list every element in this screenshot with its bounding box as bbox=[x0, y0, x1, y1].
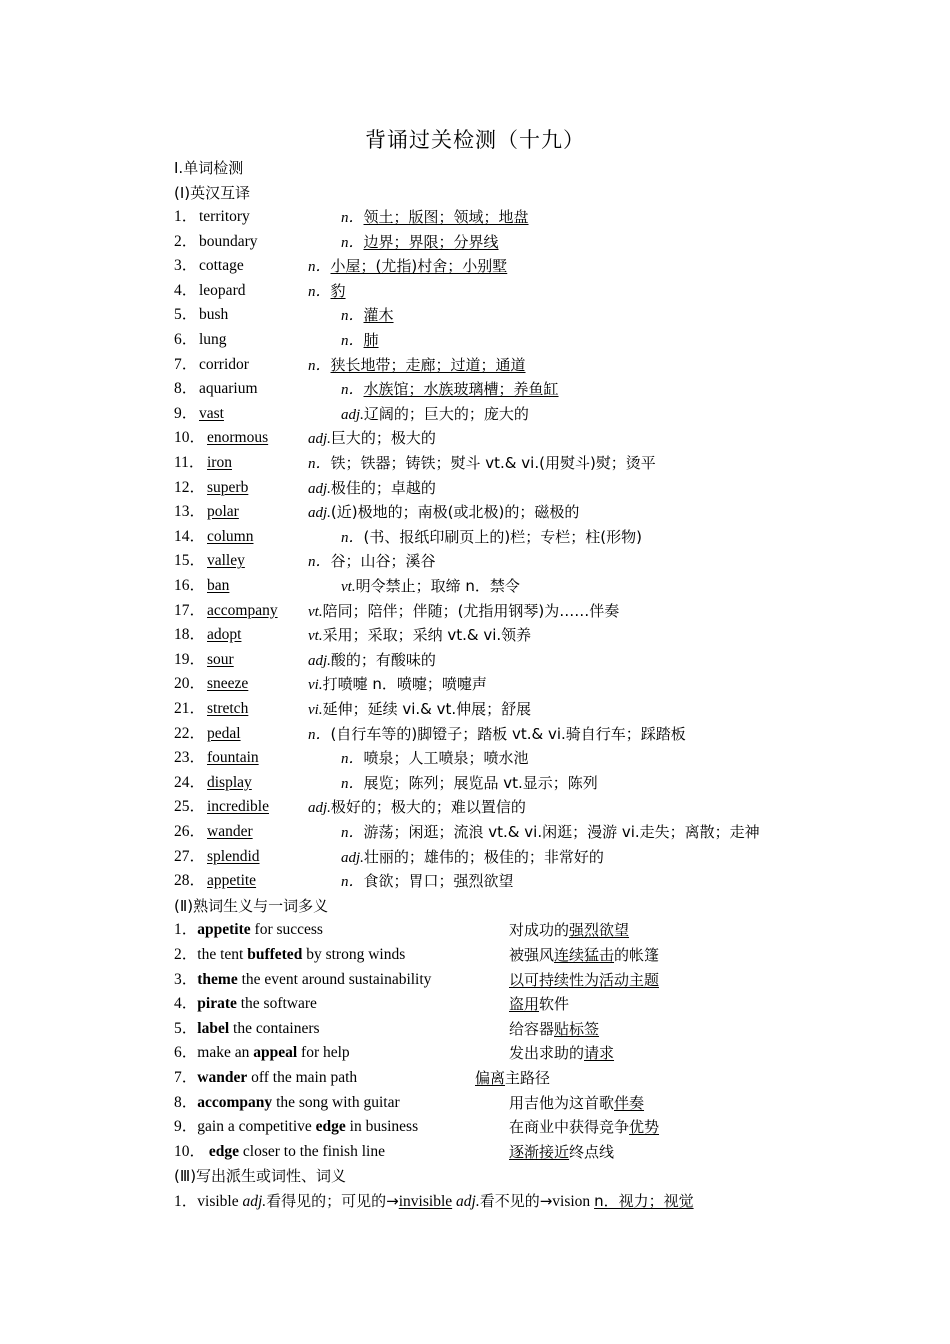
vocab-word: bush bbox=[199, 306, 229, 324]
vocab-number: 17． bbox=[174, 601, 206, 619]
vocab-row bbox=[0, 353, 950, 377]
phrase-post: closer to the finish line bbox=[239, 1142, 385, 1160]
vocab-definition bbox=[308, 353, 526, 378]
vocab-row bbox=[0, 426, 950, 450]
vocab-pos: n． bbox=[341, 382, 364, 399]
phrase-chinese-text: 软件 bbox=[539, 995, 570, 1014]
phrase-post: for success bbox=[250, 921, 323, 939]
phrase-english bbox=[174, 1041, 350, 1065]
vocab-definition bbox=[341, 771, 598, 796]
derivation-def-1: 看得见的；可见的→ bbox=[266, 1192, 399, 1210]
phrase-post: in business bbox=[345, 1118, 419, 1136]
vocab-definition bbox=[308, 722, 686, 747]
phrase-post: by strong winds bbox=[302, 946, 406, 963]
phrase-pre: gain a competitive bbox=[197, 1118, 316, 1136]
vocab-pos: n． bbox=[308, 259, 331, 276]
phrase-number: 6． bbox=[174, 1044, 198, 1062]
derivation-word-1: visible bbox=[197, 1193, 243, 1210]
vocab-meaning: 食欲；胃口；强烈欲望 bbox=[363, 872, 514, 891]
phrase-chinese bbox=[509, 918, 629, 942]
phrase-row bbox=[0, 1140, 950, 1164]
vocab-meaning: 肺 bbox=[363, 331, 379, 349]
derivation-pos-2: adj. bbox=[452, 1193, 480, 1210]
vocab-meaning: 壮丽的；雄伟的；极佳的；非常好的 bbox=[363, 847, 604, 866]
vocab-meaning: 喷泉；人工喷泉；喷水池 bbox=[363, 749, 529, 768]
vocab-definition bbox=[341, 303, 394, 328]
vocab-number: 13． bbox=[174, 503, 206, 521]
vocab-pos: n． bbox=[341, 333, 364, 349]
phrase-chinese-text: 在商业中获得竞争 bbox=[509, 1118, 630, 1137]
phrase-keyword: wander bbox=[197, 1069, 248, 1086]
vocab-meaning: 边界；界限；分界线 bbox=[363, 232, 499, 251]
vocab-meaning: 铁；铁器；铸铁；熨斗 vt.& vi.(用熨斗)熨；烫平 bbox=[330, 454, 656, 472]
derivation-number: 1． bbox=[174, 1193, 198, 1210]
vocab-word: ban bbox=[207, 577, 230, 594]
phrase-english bbox=[174, 992, 317, 1016]
phrase-chinese bbox=[509, 1041, 614, 1065]
vocab-definition bbox=[341, 845, 604, 870]
vocab-number: 1． bbox=[174, 208, 198, 225]
phrase-answer: 以可持续性为活动主题 bbox=[509, 970, 660, 989]
phrase-keyword: appetite bbox=[197, 921, 251, 939]
phrase-post: off the main path bbox=[247, 1069, 358, 1086]
phrase-chinese-text: 主路径 bbox=[505, 1069, 551, 1087]
vocab-row bbox=[0, 230, 950, 254]
phrase-row bbox=[0, 1017, 950, 1041]
vocab-meaning: 极好的；极大的；难以置信的 bbox=[330, 798, 526, 817]
vocab-row bbox=[0, 746, 950, 770]
phrase-answer: 偏离 bbox=[475, 1069, 506, 1087]
phrase-row bbox=[0, 1115, 950, 1139]
vocab-word: iron bbox=[207, 454, 232, 471]
vocab-meaning: 辽阔的；巨大的；庞大的 bbox=[363, 404, 529, 423]
vocab-definition bbox=[341, 402, 529, 427]
phrase-row bbox=[0, 943, 950, 967]
derivation-line bbox=[174, 1189, 694, 1213]
phrase-answer: 强烈欲望 bbox=[569, 921, 630, 940]
vocab-meaning: 领土；版图；领域；地盘 bbox=[363, 208, 529, 226]
vocab-meaning: 明令禁止；取缔 n．禁令 bbox=[355, 577, 520, 595]
vocab-row bbox=[0, 648, 950, 672]
vocab-number: 16． bbox=[174, 577, 206, 594]
vocab-number: 27． bbox=[174, 847, 206, 865]
vocab-pos: n． bbox=[308, 283, 331, 300]
phrase-english bbox=[174, 1115, 418, 1139]
vocab-meaning: 采用；采取；采纳 vt.& vi.领养 bbox=[322, 626, 532, 645]
phrase-post: the song with guitar bbox=[272, 1093, 400, 1111]
vocab-meaning: 小屋；(尤指)村舍；小别墅 bbox=[330, 257, 508, 276]
vocab-meaning: 展览；陈列；展览品 vt.显示；陈列 bbox=[363, 773, 598, 792]
phrase-row bbox=[0, 1066, 950, 1090]
vocab-number: 4． bbox=[174, 281, 198, 299]
vocab-row bbox=[0, 525, 950, 549]
vocab-word: sneeze bbox=[207, 675, 249, 693]
vocab-definition bbox=[341, 869, 514, 894]
phrase-chinese bbox=[509, 992, 569, 1016]
vocab-number: 2． bbox=[174, 232, 198, 250]
vocab-word: boundary bbox=[199, 232, 258, 250]
phrase-keyword: edge bbox=[315, 1118, 346, 1136]
vocab-definition bbox=[308, 697, 531, 722]
vocab-meaning: 狭长地带；走廊；过道；通道 bbox=[330, 355, 526, 374]
vocab-number: 21． bbox=[174, 700, 206, 717]
vocab-pos: vt. bbox=[308, 603, 323, 620]
vocab-definition bbox=[308, 279, 346, 304]
phrase-english bbox=[174, 1017, 320, 1041]
phrase-chinese-text: 对成功的 bbox=[509, 921, 570, 940]
vocab-pos: n． bbox=[341, 234, 364, 251]
phrase-number: 8． bbox=[174, 1093, 198, 1111]
vocab-definition bbox=[341, 574, 520, 599]
vocab-row bbox=[0, 697, 950, 721]
phrase-row bbox=[0, 968, 950, 992]
phrase-answer: 优势 bbox=[629, 1118, 660, 1137]
vocab-pos: vi. bbox=[308, 677, 323, 694]
vocab-pos: n． bbox=[308, 456, 331, 472]
phrase-chinese bbox=[509, 968, 659, 992]
vocab-word: stretch bbox=[207, 700, 249, 717]
vocab-word: incredible bbox=[207, 798, 269, 816]
vocab-number: 15． bbox=[174, 552, 206, 570]
vocab-definition bbox=[308, 451, 656, 476]
vocab-row bbox=[0, 500, 950, 524]
section-heading: I.单词检测 bbox=[174, 159, 244, 177]
vocab-meaning: 豹 bbox=[330, 281, 346, 300]
vocab-row bbox=[0, 205, 950, 229]
vocab-number: 8． bbox=[174, 380, 198, 398]
vocab-pos: n． bbox=[341, 825, 364, 841]
vocab-word: display bbox=[207, 773, 252, 791]
vocab-pos: n． bbox=[308, 357, 331, 374]
phrase-chinese bbox=[475, 1066, 550, 1090]
phrase-number: 10． bbox=[174, 1142, 206, 1160]
vocab-word: adopt bbox=[207, 626, 242, 644]
part-heading-1: (I)英汉互译 bbox=[174, 184, 251, 202]
vocab-word: enormous bbox=[207, 429, 269, 447]
vocab-word: cottage bbox=[199, 257, 244, 275]
vocab-meaning: (近)极地的；南极(或北极)的；磁极的 bbox=[330, 503, 580, 522]
vocab-meaning: (自行车等的)脚镫子；踏板 vt.& vi.骑自行车；踩踏板 bbox=[330, 724, 686, 743]
vocab-pos: n． bbox=[341, 308, 364, 325]
vocab-row bbox=[0, 771, 950, 795]
vocab-definition bbox=[341, 377, 559, 402]
vocab-pos: adj. bbox=[308, 431, 331, 448]
page-title: 背诵过关检测（十九） bbox=[365, 128, 585, 152]
vocab-word: appetite bbox=[207, 872, 257, 890]
phrase-number: 5． bbox=[174, 1019, 198, 1037]
vocab-row bbox=[0, 623, 950, 647]
vocab-definition bbox=[308, 795, 526, 820]
phrase-answer: 伴奏 bbox=[614, 1093, 645, 1112]
phrase-english bbox=[174, 1091, 400, 1115]
phrase-keyword: buffeted bbox=[247, 946, 303, 963]
vocab-meaning: 灌木 bbox=[363, 306, 394, 325]
vocab-word: leopard bbox=[199, 281, 246, 299]
vocab-definition bbox=[341, 525, 642, 550]
vocab-number: 3． bbox=[174, 257, 198, 275]
phrase-english bbox=[174, 1140, 385, 1164]
vocab-definition bbox=[308, 672, 487, 697]
phrase-number: 7． bbox=[174, 1069, 198, 1086]
vocab-number: 10． bbox=[174, 429, 206, 447]
derivation-def-2: 看不见的→ bbox=[479, 1192, 553, 1210]
vocab-number: 9． bbox=[174, 404, 198, 422]
vocab-row bbox=[0, 402, 950, 426]
phrase-post: the containers bbox=[229, 1019, 320, 1037]
vocab-definition bbox=[308, 426, 436, 451]
vocab-word: fountain bbox=[207, 749, 259, 767]
phrase-chinese-text: 用吉他为这首歌 bbox=[509, 1093, 615, 1112]
vocab-row bbox=[0, 303, 950, 327]
vocab-number: 6． bbox=[174, 331, 198, 348]
phrase-row bbox=[0, 918, 950, 942]
vocab-row bbox=[0, 869, 950, 893]
vocab-pos: n． bbox=[308, 554, 331, 571]
phrase-chinese bbox=[509, 943, 659, 967]
vocab-definition bbox=[308, 623, 531, 648]
vocab-definition bbox=[341, 328, 379, 353]
vocab-number: 19． bbox=[174, 650, 206, 668]
vocab-pos: adj. bbox=[308, 800, 331, 817]
vocab-row bbox=[0, 451, 950, 475]
vocab-meaning: 极佳的；卓越的 bbox=[330, 478, 436, 497]
vocab-definition bbox=[341, 230, 499, 255]
phrase-answer: 盗用 bbox=[509, 995, 540, 1014]
phrase-keyword: label bbox=[197, 1019, 230, 1037]
vocab-pos: n． bbox=[341, 751, 364, 768]
vocab-pos: vt. bbox=[341, 579, 356, 595]
phrase-answer: 逐渐接近 bbox=[509, 1142, 570, 1161]
vocab-definition bbox=[308, 500, 579, 525]
phrase-chinese bbox=[509, 1017, 599, 1041]
vocab-word: corridor bbox=[199, 355, 249, 373]
vocab-number: 22． bbox=[174, 724, 206, 742]
phrase-answer: 请求 bbox=[584, 1044, 615, 1063]
vocab-pos: n． bbox=[341, 775, 364, 792]
vocab-definition bbox=[308, 599, 619, 624]
vocab-definition bbox=[308, 476, 436, 501]
phrase-number: 3． bbox=[174, 970, 198, 988]
vocab-number: 5． bbox=[174, 306, 198, 324]
phrase-keyword: appeal bbox=[253, 1044, 298, 1062]
phrase-number: 1． bbox=[174, 921, 198, 939]
phrase-chinese bbox=[509, 1140, 614, 1164]
phrase-english bbox=[174, 943, 405, 967]
vocab-word: valley bbox=[207, 552, 245, 570]
phrase-number: 4． bbox=[174, 995, 198, 1013]
phrase-chinese-text: 被强风 bbox=[509, 946, 555, 964]
vocab-row bbox=[0, 722, 950, 746]
phrase-english bbox=[174, 918, 323, 942]
phrase-keyword: edge bbox=[208, 1142, 240, 1160]
vocab-number: 20． bbox=[174, 675, 206, 693]
phrase-post: for help bbox=[297, 1044, 350, 1062]
phrase-row bbox=[0, 1091, 950, 1115]
phrase-keyword: pirate bbox=[197, 995, 237, 1013]
vocab-word: lung bbox=[199, 331, 227, 348]
vocab-definition bbox=[341, 746, 529, 771]
vocab-number: 25． bbox=[174, 798, 206, 816]
phrase-chinese-text: 终点线 bbox=[569, 1142, 615, 1161]
phrase-post: the software bbox=[236, 995, 317, 1013]
vocab-row bbox=[0, 672, 950, 696]
vocab-row bbox=[0, 845, 950, 869]
phrase-pre: make an bbox=[197, 1044, 254, 1062]
phrase-number: 9． bbox=[174, 1118, 198, 1136]
phrase-row bbox=[0, 992, 950, 1016]
vocab-word: aquarium bbox=[199, 380, 258, 398]
phrase-answer: 贴标签 bbox=[554, 1019, 600, 1038]
vocab-meaning: 延伸；延续 vi.& vt.伸展；舒展 bbox=[322, 700, 532, 718]
vocab-word: territory bbox=[199, 208, 250, 225]
vocab-row bbox=[0, 599, 950, 623]
vocab-pos: vt. bbox=[308, 628, 323, 645]
phrase-number: 2． bbox=[174, 946, 198, 963]
vocab-row bbox=[0, 328, 950, 352]
vocab-word: polar bbox=[207, 503, 239, 521]
vocab-number: 11． bbox=[174, 454, 205, 471]
vocab-word: superb bbox=[207, 478, 249, 496]
vocab-pos: adj. bbox=[308, 480, 331, 497]
vocab-row bbox=[0, 549, 950, 573]
derivation-answer-3: n．视力；视觉 bbox=[594, 1192, 694, 1210]
vocab-definition bbox=[308, 549, 436, 574]
vocab-number: 28． bbox=[174, 872, 206, 890]
phrase-english bbox=[174, 1066, 357, 1090]
phrase-chinese bbox=[509, 1091, 644, 1115]
vocab-row bbox=[0, 820, 950, 844]
vocab-number: 23． bbox=[174, 749, 206, 767]
vocab-pos: vi. bbox=[308, 702, 323, 718]
vocab-pos: adj. bbox=[308, 505, 331, 522]
vocab-definition bbox=[341, 205, 529, 230]
vocab-word: splendid bbox=[207, 847, 260, 865]
vocab-row bbox=[0, 795, 950, 819]
vocab-number: 26． bbox=[174, 823, 206, 840]
vocab-word: accompany bbox=[207, 601, 278, 619]
vocab-meaning: 游荡；闲逛；流浪 vt.& vi.闲逛；漫游 vi.走失；离散；走神 bbox=[363, 823, 760, 841]
phrase-chinese-text: 的帐篷 bbox=[614, 946, 660, 964]
vocab-meaning: 打喷嚏 n．喷嚏；喷嚏声 bbox=[322, 675, 487, 694]
phrase-answer: 连续猛击 bbox=[554, 946, 615, 964]
phrase-row bbox=[0, 1041, 950, 1065]
vocab-row bbox=[0, 254, 950, 278]
vocab-number: 24． bbox=[174, 773, 206, 791]
phrase-keyword: accompany bbox=[197, 1093, 273, 1111]
vocab-meaning: (书、报纸印刷页上的)栏；专栏；柱(形物) bbox=[363, 527, 642, 546]
vocab-definition bbox=[308, 648, 436, 673]
vocab-row bbox=[0, 574, 950, 598]
vocab-number: 18． bbox=[174, 626, 206, 644]
vocab-pos: adj. bbox=[341, 406, 364, 423]
phrase-english bbox=[174, 968, 431, 992]
vocab-pos: n． bbox=[308, 726, 331, 743]
derivation-pos-1: adj. bbox=[242, 1193, 267, 1210]
phrase-post: the event around sustainability bbox=[237, 970, 432, 988]
vocab-meaning: 水族馆；水族玻璃槽；养鱼缸 bbox=[363, 380, 559, 399]
phrase-chinese bbox=[509, 1115, 659, 1139]
phrase-chinese-text: 发出求助的 bbox=[509, 1044, 585, 1063]
vocab-meaning: 谷；山谷；溪谷 bbox=[330, 552, 436, 571]
vocab-meaning: 巨大的；极大的 bbox=[330, 429, 436, 448]
vocab-word: wander bbox=[207, 823, 253, 840]
vocab-row bbox=[0, 476, 950, 500]
derivation-word-2: invisible bbox=[398, 1193, 453, 1210]
vocab-row bbox=[0, 279, 950, 303]
vocab-row bbox=[0, 377, 950, 401]
vocab-number: 12． bbox=[174, 478, 206, 496]
vocab-definition bbox=[308, 254, 507, 279]
vocab-pos: adj. bbox=[341, 849, 364, 866]
vocab-definition bbox=[341, 820, 760, 845]
vocab-pos: adj. bbox=[308, 652, 331, 669]
part-heading-2: (Ⅱ)熟词生义与一词多义 bbox=[174, 896, 329, 915]
vocab-word: column bbox=[207, 527, 254, 545]
vocab-number: 7． bbox=[174, 355, 198, 373]
vocab-word: vast bbox=[199, 404, 224, 422]
vocab-meaning: 酸的；有酸味的 bbox=[330, 650, 436, 669]
vocab-pos: n． bbox=[341, 529, 364, 546]
vocab-pos: n． bbox=[341, 874, 364, 891]
derivation-word-3: vision bbox=[552, 1193, 595, 1210]
vocab-meaning: 陪同；陪伴；伴随；(尤指用钢琴)为……伴奏 bbox=[322, 601, 620, 620]
part-heading-3: (Ⅲ)写出派生或词性、词义 bbox=[174, 1167, 347, 1186]
phrase-keyword: theme bbox=[197, 970, 238, 988]
vocab-pos: n． bbox=[341, 210, 364, 226]
vocab-word: sour bbox=[207, 650, 234, 668]
vocab-number: 14． bbox=[174, 527, 206, 545]
phrase-chinese-text: 给容器 bbox=[509, 1019, 555, 1038]
vocab-word: pedal bbox=[207, 724, 241, 742]
phrase-pre: the tent bbox=[197, 946, 248, 963]
